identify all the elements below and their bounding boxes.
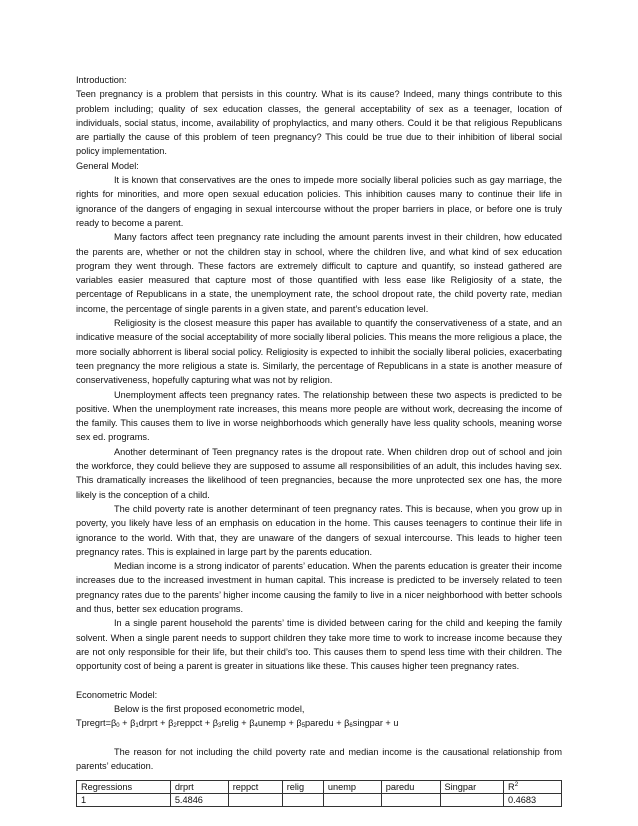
intro-heading: Introduction: [76, 75, 127, 85]
body-paragraph: In a single parent household the parents’ time is divided between caring for the child and keeping the family solvent. When a single parent needs to support children they take more time to work to increase income because they are not only responsible for their life, but their child’s too. This causes them to spend less time with their children. The opportunity cost of being a parent is greater in situations like these. This causes higher teen pregnancy rates. [76, 618, 562, 672]
r-squared-header: $R^2$ [504, 780, 562, 793]
model-equation: $Tpregrt=\beta_0$ + $\beta_1drprt$ + $\beta_2reppct$ + $\beta_3relig$ + $\beta_4unemp$ + $\beta_5paredu$ + $\beta_6singpar + u$ [76, 718, 399, 730]
table-header-cell: unemp [323, 780, 381, 793]
table-header-cell: Regressions [77, 780, 171, 793]
body-paragraph: The child poverty rate is another determinant of teen pregnancy rates. This is because, when you grow up in poverty, you likely have less of an emphasis on education in the home. This causes teenagers to continue their life in ignorance to the world. With that, they are unaware of the dangers of sexual intercourse. This leads to higher teen pregnancy rates. This is explained in large part by the parents education. [76, 503, 562, 557]
regression-table [76, 780, 562, 807]
table-cell [381, 793, 440, 806]
body-paragraph: Unemployment affects teen pregnancy rates. The relationship between these two aspects is predicted to be positive. When the unemployment rate increases, this means more people are without work, decreasing the income of the family. This causes them to live in worse neighborhoods which generally have less quality schools, meaning worse sex ed. programs. [76, 389, 562, 443]
table-row [77, 793, 562, 806]
general-model-heading: General Model: [76, 160, 139, 171]
body-paragraph: Many factors affect teen pregnancy rate including the amount parents invest in their children, how educated the parents are, whether or not the children stay in school, where the children live, and what kind of sex education program they went through. These factors are extremely difficult to capture and quantify, so instead gathered are variables easier measured that capture most of those quantified with less ease like Religiosity of a state, the percentage of Republicans in a state, the unemployment rate, the school dropout rate, the child poverty rate, median income, the percentage of single parents in a given state, and parent’s education level. [76, 232, 562, 314]
table-cell [228, 793, 282, 806]
table-cell: 1 [77, 793, 171, 806]
table-cell [440, 793, 504, 806]
table-header-row [77, 780, 562, 793]
body-paragraph: Median income is a strong indicator of parents’ education. When the parents education is greater their income increases due to the increased investment in human capital. This increase is predicted to be inversely related to teen pregnancy rates due to the parents’ higher income causing the family to live in a nicer neighborhood with better schools and thus, better sex education programs. [76, 561, 562, 614]
document-page [76, 73, 562, 807]
table-header-cell: relig [282, 780, 323, 793]
body-paragraph: Religiosity is the closest measure this paper has available to quantify the conservativeness of a state, and an indicative measure of the social acceptability of more socially liberal policies. This means the more religious a place, the more socially abhorrent is liberal social policy. Religiosity is expected to inhibit the socially liberal policies, exacerbating teen pregnancy the more religious a state is. Similarly, the percentage of Republicans in a state is another measure of conservativeness, hopefully capturing what was not by religion. [76, 318, 562, 386]
table-cell: 5.4846 [170, 793, 228, 806]
table-header-cell: Singpar [440, 780, 504, 793]
table-cell: 0.4683 [504, 793, 562, 806]
table-header-cell: reppct [228, 780, 282, 793]
econometric-heading: Econometric Model: [76, 689, 158, 700]
intro-paragraph: Teen pregnancy is a problem that persists in this country. What is its cause? Indeed, many things contribute to this problem including; quality of sex education classes, the general acceptability of sex as a teenager, location of individuals, social status, income, availability of prophylactics, and many others. Could it be that religious Republicans are partially the cause of this problem of teen pregnancy? This could be true due to their inhibition of liberal social policy implementation. [76, 89, 562, 157]
table-header-cell: paredu [381, 780, 440, 793]
table-cell [282, 793, 323, 806]
reason-paragraph: The reason for not including the child poverty rate and median income is the causational relationship from parents’ education. [76, 746, 562, 772]
econometric-intro: Below is the first proposed econometric model, [114, 704, 305, 715]
table-header-cell: drprt [170, 780, 228, 793]
body-paragraph: Another determinant of Teen pregnancy rates is the dropout rate. When children drop out of school and join the workforce, they could believe they are supposed to assume all responsibilities of an adult, this includes having sex. This dramatically increases the likelihood of teen pregnancies, because the more unprotected sex one has, the more likely is the conception of a child. [76, 446, 562, 500]
body-paragraph: It is known that conservatives are the ones to impede more socially liberal policies such as gay marriage, the rights for minorities, and more open sexual education policies. This inhibition causes many to continue their life in ignorance of the dangers of engaging in sexual intercourse without the proper barriers in place, or before one is truly ready to become a parent. [76, 175, 562, 228]
table-cell [323, 793, 381, 806]
